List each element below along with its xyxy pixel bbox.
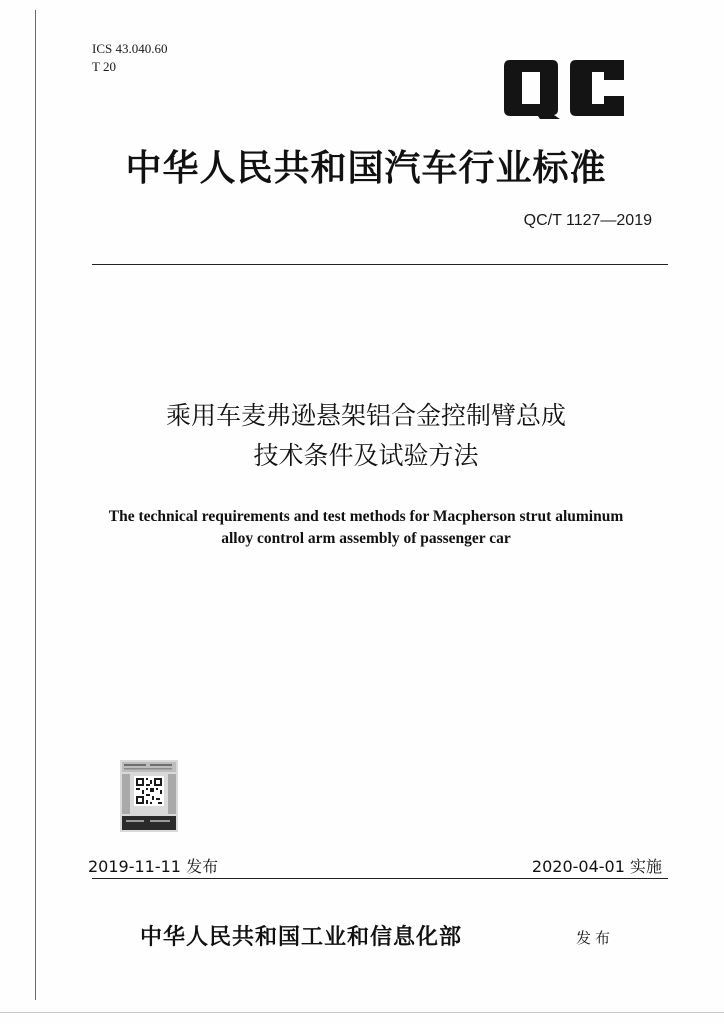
implementation-date: 2020-04-01 实施 [531, 857, 662, 876]
title-en-line-2: alloy control arm assembly of passenger car [221, 530, 511, 547]
footer-divider [92, 878, 668, 879]
title-cn-line-1: 乘用车麦弗逊悬架铝合金控制臂总成 [165, 401, 566, 430]
document-title-chinese [60, 396, 672, 476]
qr-code-icon [120, 760, 178, 832]
qc-logo-mark [500, 58, 630, 120]
ccs-code: T 20 [92, 59, 116, 74]
standard-category-title: 中华人民共和国汽车行业标准 [125, 147, 607, 189]
issue-date: 2019-11-11 发布 [88, 857, 219, 876]
qc-logo [500, 58, 630, 120]
classification-block [92, 40, 167, 76]
ics-code: ICS 43.040.60 [92, 41, 168, 56]
header-divider [92, 264, 668, 265]
issuing-label: 发布 [576, 929, 615, 947]
title-en-line-1: The technical requirements and test methods for Macpherson strut aluminum [108, 508, 624, 525]
standard-number: QC/T 1127—2019 [523, 212, 652, 229]
anti-counterfeit-qr-label [120, 760, 178, 832]
page-bottom-edge [0, 1012, 724, 1013]
issuing-authority: 中华人民共和国工业和信息化部 [140, 924, 463, 950]
binding-margin-line [35, 10, 36, 1000]
document-title-english [60, 506, 672, 550]
title-cn-line-2: 技术条件及试验方法 [253, 441, 479, 470]
